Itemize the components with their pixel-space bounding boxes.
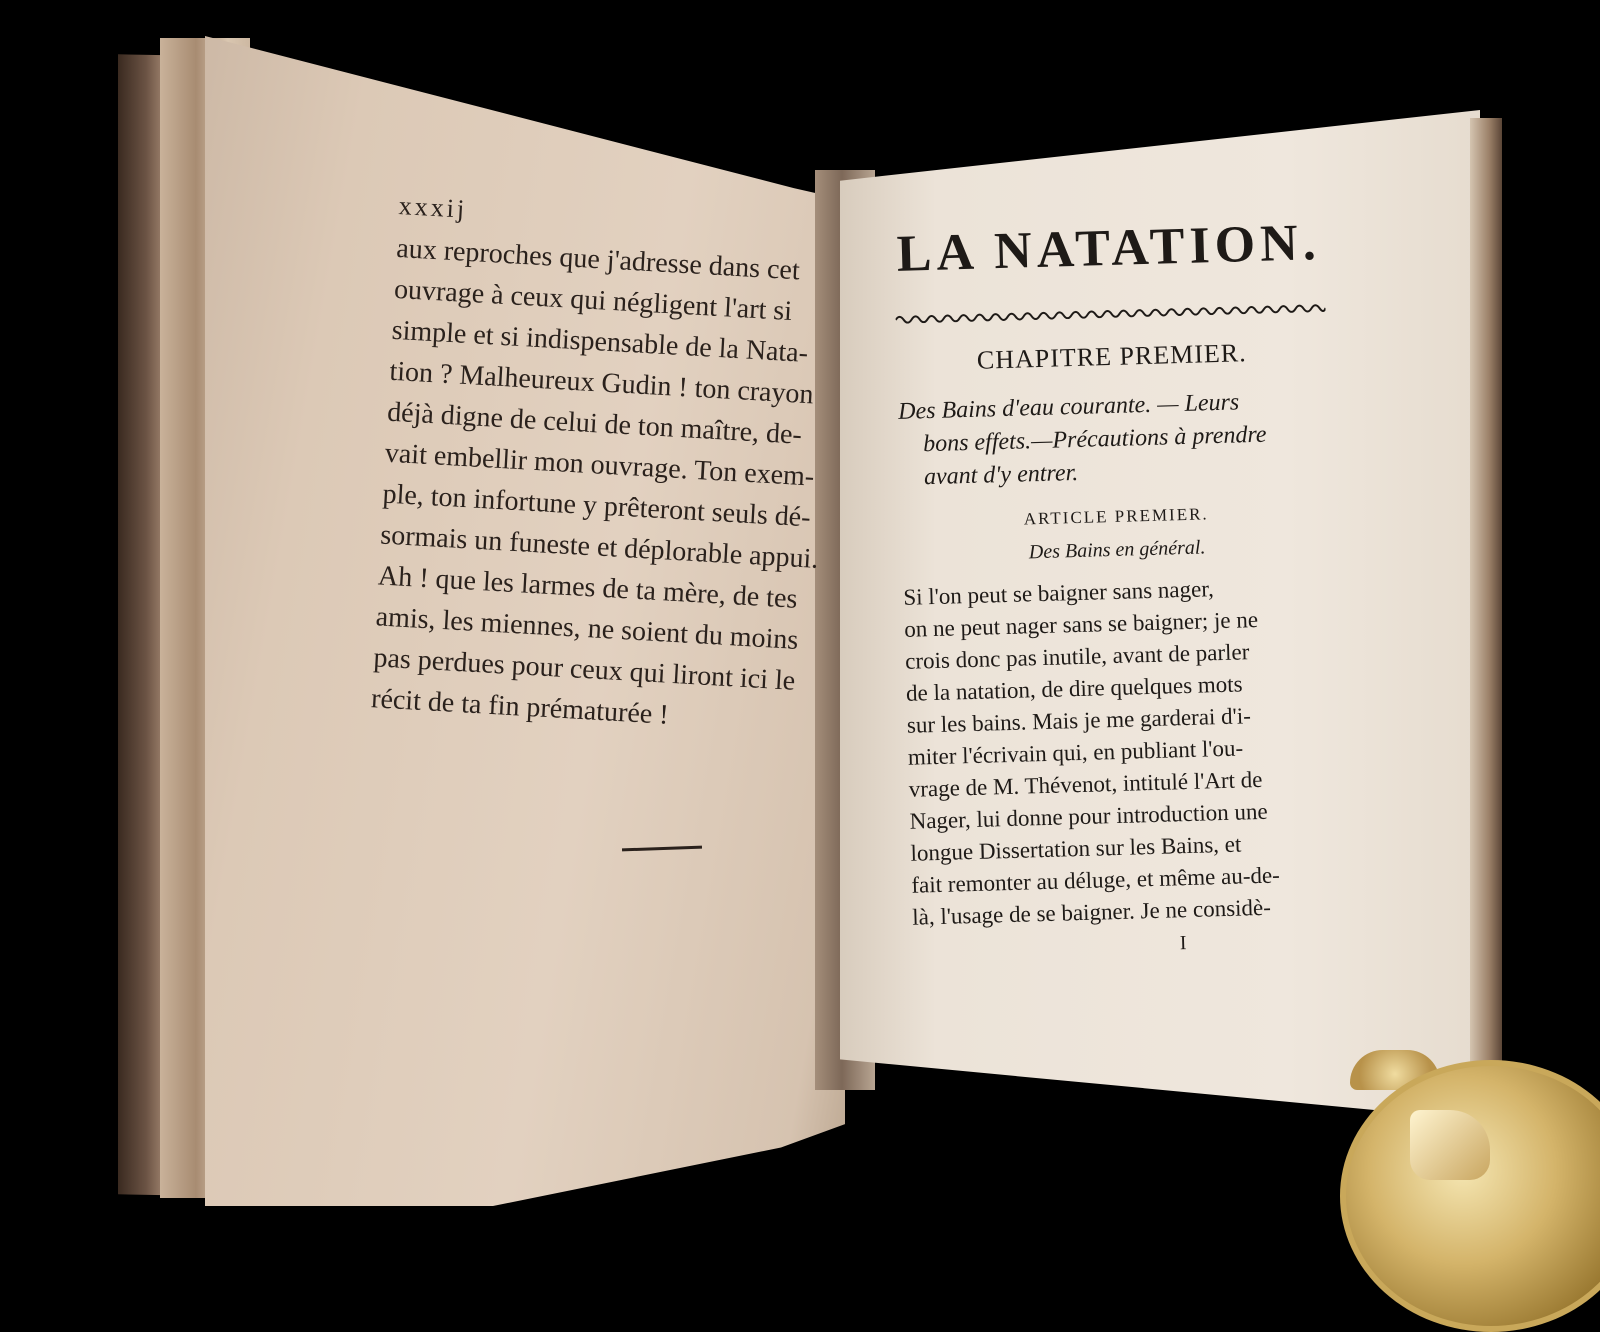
body-line: on ne peut nager sans se baigner; je ne xyxy=(903,606,1259,642)
body-line: là, l'usage de se baigner. Je ne considè- xyxy=(911,894,1272,930)
left-line: tion ? Malheureux Gudin ! ton crayon xyxy=(388,355,815,411)
page-number-roman: xxxij xyxy=(398,190,469,224)
body-line: crois donc pas inutile, avant de parler xyxy=(904,639,1250,674)
signature-mark: I xyxy=(1179,932,1187,955)
body-line: vrage de M. Thévenot, intitulé l'Art de xyxy=(908,766,1263,802)
book-title: LA NATATION. xyxy=(895,214,1322,283)
summary-line: Des Bains d'eau courante. — Leurs xyxy=(897,389,1240,425)
left-line: aux reproches que j'adresse dans cet xyxy=(395,232,801,287)
chapter-summary xyxy=(898,384,1331,495)
chapter-heading: CHAPITRE PREMIER. xyxy=(976,338,1248,375)
left-page-text xyxy=(370,185,839,744)
right-page-text xyxy=(893,213,1343,963)
body-line: longue Dissertation sur les Bains, et xyxy=(910,831,1242,866)
left-line: récit de ta fin prématurée ! xyxy=(370,683,670,731)
summary-line: avant d'y entrer. xyxy=(923,459,1079,491)
left-line: Ah ! que les larmes de ta mère, de tes xyxy=(377,560,799,615)
body-line: Nager, lui donne pour introduction une xyxy=(909,798,1268,834)
summary-line: bons effets.—Précautions à prendre xyxy=(922,421,1267,458)
medal-relief-figure xyxy=(1410,1110,1490,1180)
body-line: miter l'écrivain qui, en publiant l'ou- xyxy=(907,735,1244,770)
left-line: amis, les miennes, ne soient du moins xyxy=(374,601,800,656)
left-line: sormais un funeste et déplorable appui. xyxy=(379,519,820,575)
left-line: vait embellir mon ouvrage. Ton exem- xyxy=(384,437,816,493)
left-line: pas perdues pour ceux qui liront ici le xyxy=(372,642,796,697)
body-line: de la natation, de dire quelques mots xyxy=(905,671,1243,706)
body-paragraph xyxy=(903,570,1343,934)
article-heading: ARTICLE PREMIER. xyxy=(1023,504,1209,529)
article-subheading: Des Bains en général. xyxy=(1028,536,1206,564)
ornamental-wavy-rule xyxy=(895,300,1325,324)
left-line: ple, ton infortune y prêteront seuls dé- xyxy=(381,478,812,534)
left-line: ouvrage à ceux qui négligent l'art si xyxy=(393,273,793,328)
body-line: Si l'on peut se baigner sans nager, xyxy=(903,576,1215,610)
page-edges-right xyxy=(1470,118,1502,1108)
left-line: simple et si indispensable de la Nata- xyxy=(391,314,809,370)
body-line: fait remonter au déluge, et même au-de- xyxy=(911,862,1281,898)
left-line: déjà digne de celui de ton maître, de- xyxy=(386,396,803,451)
body-line: sur les bains. Mais je me garderai d'i- xyxy=(906,703,1252,738)
